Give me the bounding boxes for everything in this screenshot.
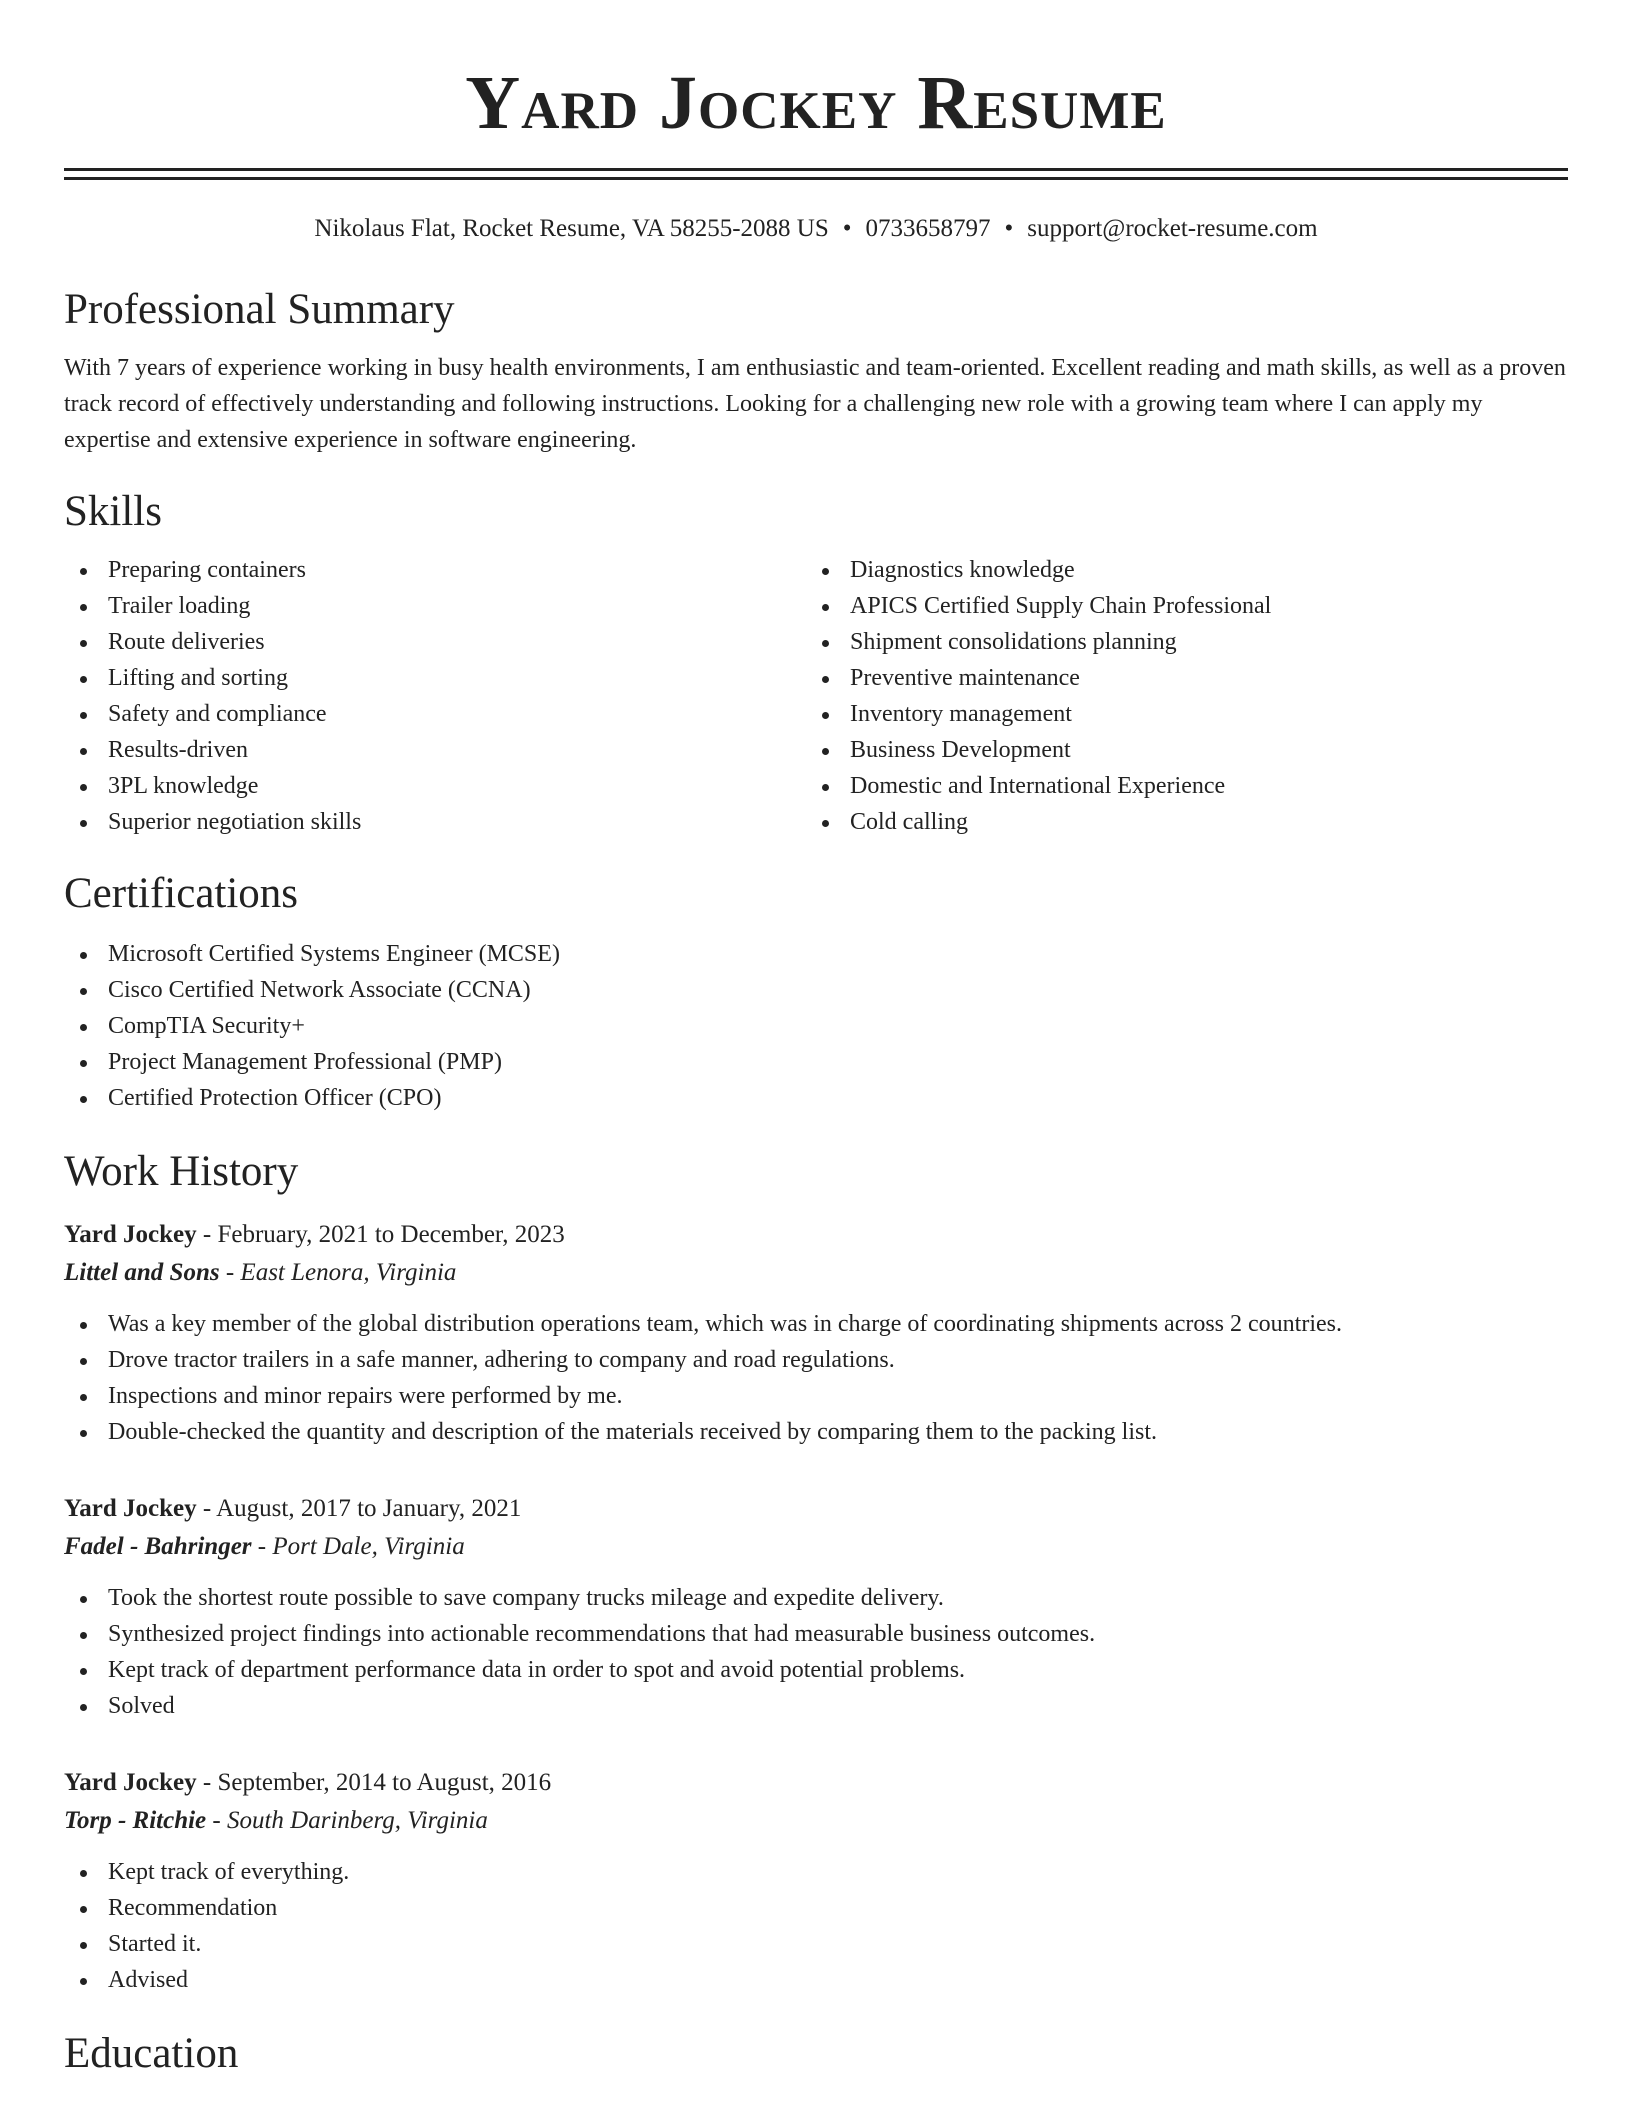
job-duties xyxy=(64,1580,1568,1724)
list-item: Results-driven xyxy=(64,732,806,768)
job-dates: - February, 2021 to December, 2023 xyxy=(196,1221,565,1248)
list-item: Took the shortest route possible to save company trucks mileage and expedite delivery. xyxy=(64,1580,1568,1616)
list-item: Was a key member of the global distribution operations team, which was in charge of coordinating shipments across 2 countries. xyxy=(64,1306,1568,1342)
contact-line xyxy=(64,214,1568,244)
summary-text: With 7 years of experience working in busy health environments, I am enthusiastic and team-oriented. Excellent reading and math skills, as well as a proven track record of effectively understanding and following instructions. Looking for a challenging new role with a growing team where I can apply my expertise and extensive experience in software engineering. xyxy=(64,355,1566,453)
list-item: CompTIA Security+ xyxy=(64,1008,1568,1044)
list-item: Superior negotiation skills xyxy=(64,804,806,840)
list-item: Microsoft Certified Systems Engineer (MCSE) xyxy=(64,936,1568,972)
resume-page xyxy=(64,0,1568,2080)
job-company: Littel and Sons xyxy=(64,1259,220,1286)
job-duties xyxy=(64,1306,1568,1450)
list-item: 3PL knowledge xyxy=(64,768,806,804)
list-item: Drove tractor trailers in a safe manner, adhering to company and road regulations. xyxy=(64,1342,1568,1378)
title-rule-bottom xyxy=(64,177,1568,180)
list-item: Started it. xyxy=(64,1926,1568,1962)
job-company-line xyxy=(64,1254,1568,1292)
list-item: Shipment consolidations planning xyxy=(806,624,1548,660)
job-location: - South Darinberg, Virginia xyxy=(206,1807,488,1834)
list-item: Synthesized project findings into actionable recommendations that had measurable business outcomes. xyxy=(64,1616,1568,1652)
skills-list-left xyxy=(64,552,806,840)
summary-heading: Professional Summary xyxy=(64,286,455,333)
job-title-line xyxy=(64,1764,1568,1802)
job-dates: - August, 2017 to January, 2021 xyxy=(196,1495,522,1522)
job-entry xyxy=(64,1216,1568,1450)
job-title: Yard Jockey xyxy=(64,1221,197,1248)
job-location: - East Lenora, Virginia xyxy=(219,1259,457,1286)
skills-grid xyxy=(64,552,1568,840)
job-location: - Port Dale, Virginia xyxy=(251,1533,465,1560)
list-item: Kept track of everything. xyxy=(64,1854,1568,1890)
job-duties xyxy=(64,1854,1568,1998)
list-item: Domestic and International Experience xyxy=(806,768,1548,804)
list-item: Diagnostics knowledge xyxy=(806,552,1548,588)
list-item: Route deliveries xyxy=(64,624,806,660)
list-item: Advised xyxy=(64,1962,1568,1998)
list-item: Safety and compliance xyxy=(64,696,806,732)
education-heading: Education xyxy=(64,2030,239,2077)
contact-email: support@rocket-resume.com xyxy=(1027,215,1318,242)
contact-phone: 0733658797 xyxy=(865,215,991,242)
skills-heading: Skills xyxy=(64,488,162,535)
list-item: Recommendation xyxy=(64,1890,1568,1926)
list-item: Certified Protection Officer (CPO) xyxy=(64,1080,1568,1116)
list-item: Inventory management xyxy=(806,696,1548,732)
job-title-line xyxy=(64,1490,1568,1528)
job-company-line xyxy=(64,1802,1568,1840)
summary-section xyxy=(64,284,1568,458)
contact-separator: • xyxy=(842,215,852,242)
certifications-list xyxy=(64,936,1568,1116)
list-item: Trailer loading xyxy=(64,588,806,624)
list-item: Business Development xyxy=(806,732,1548,768)
list-item: APICS Certified Supply Chain Professional xyxy=(806,588,1548,624)
list-item: Double-checked the quantity and description of the materials received by comparing them to the packing list. xyxy=(64,1414,1568,1450)
job-entry xyxy=(64,1764,1568,1998)
list-item: Solved xyxy=(64,1688,1568,1724)
education-section xyxy=(64,2028,1568,2080)
list-item: Preventive maintenance xyxy=(806,660,1548,696)
skills-list-right xyxy=(806,552,1548,840)
skills-section xyxy=(64,486,1568,840)
list-item: Preparing containers xyxy=(64,552,806,588)
contact-separator: • xyxy=(1004,215,1014,242)
job-title: Yard Jockey xyxy=(64,1769,197,1796)
job-dates: - September, 2014 to August, 2016 xyxy=(196,1769,552,1796)
job-entry xyxy=(64,1490,1568,1724)
job-company-line xyxy=(64,1528,1568,1566)
job-company: Torp - Ritchie xyxy=(64,1807,207,1834)
certifications-section xyxy=(64,868,1568,1116)
title-rule-top xyxy=(64,168,1568,171)
list-item: Cold calling xyxy=(806,804,1548,840)
contact-address: Nikolaus Flat, Rocket Resume, VA 58255-2088 US xyxy=(314,215,829,242)
list-item: Lifting and sorting xyxy=(64,660,806,696)
work-history-section xyxy=(64,1146,1568,1998)
job-company: Fadel - Bahringer xyxy=(64,1533,252,1560)
job-title-line xyxy=(64,1216,1568,1254)
job-title: Yard Jockey xyxy=(64,1495,197,1522)
resume-title: Yard Jockey Resume xyxy=(465,61,1167,145)
list-item: Cisco Certified Network Associate (CCNA) xyxy=(64,972,1568,1008)
list-item: Kept track of department performance data in order to spot and avoid potential problems. xyxy=(64,1652,1568,1688)
work-history-heading: Work History xyxy=(64,1148,299,1195)
list-item: Project Management Professional (PMP) xyxy=(64,1044,1568,1080)
list-item: Inspections and minor repairs were performed by me. xyxy=(64,1378,1568,1414)
certifications-heading: Certifications xyxy=(64,870,299,917)
